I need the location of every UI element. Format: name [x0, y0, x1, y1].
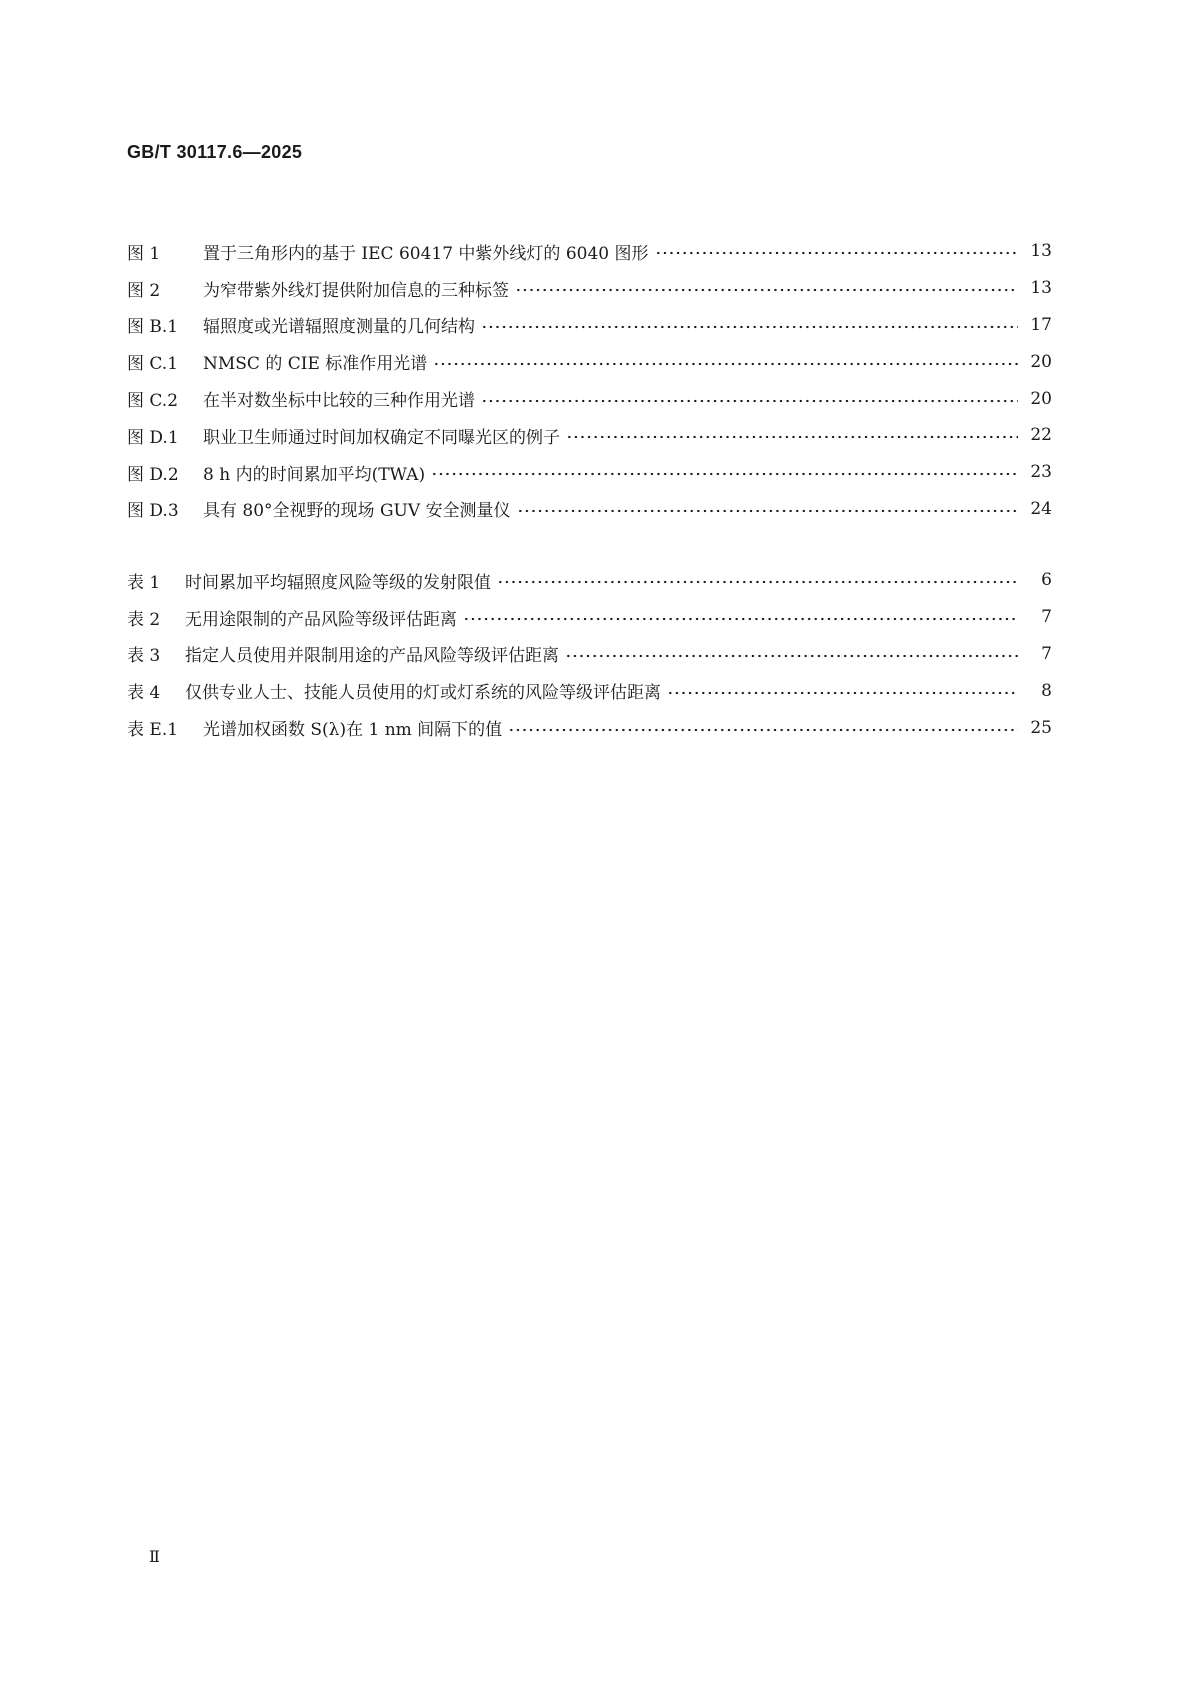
dot-leader [566, 435, 1018, 439]
entry-number: 表 4 [127, 683, 161, 704]
dot-leader [481, 325, 1018, 329]
entry-number: 图 C.2 [127, 391, 179, 412]
toc-entry[interactable] [127, 454, 1052, 491]
entry-number: 图 D.1 [127, 427, 179, 448]
toc-entry[interactable] [127, 343, 1052, 380]
entry-number: 图 B.1 [127, 317, 179, 338]
entry-title: 置于三角形内的基于 IEC 60417 中紫外线灯的 6040 图形 [203, 243, 649, 264]
toc-entry[interactable] [127, 562, 1052, 599]
dot-leader [517, 509, 1018, 513]
dot-leader [508, 728, 1018, 732]
entry-title: 在半对数坐标中比较的三种作用光谱 [203, 391, 475, 412]
toc-entry[interactable] [127, 233, 1052, 270]
entry-title: 辐照度或光谱辐照度测量的几何结构 [203, 317, 475, 338]
dot-leader [433, 362, 1018, 366]
entry-title: 具有 80°全视野的现场 GUV 安全测量仪 [203, 501, 511, 522]
entry-number: 图 C.1 [127, 354, 179, 375]
entry-number: 表 3 [127, 646, 161, 667]
toc-entry[interactable] [127, 417, 1052, 454]
entry-title: NMSC 的 CIE 标准作用光谱 [203, 354, 428, 375]
dot-leader [481, 399, 1018, 403]
entry-page: 13 [1030, 278, 1052, 299]
table-list [127, 562, 1052, 746]
entry-title: 无用途限制的产品风险等级评估距离 [185, 609, 457, 630]
entry-title: 为窄带紫外线灯提供附加信息的三种标签 [203, 280, 509, 301]
entry-number: 表 1 [127, 572, 161, 593]
toc-entry[interactable] [127, 672, 1052, 709]
entry-page: 7 [1041, 643, 1052, 664]
figure-list [127, 233, 1052, 527]
entry-title: 指定人员使用并限制用途的产品风险等级评估距离 [185, 646, 559, 667]
toc-entry[interactable] [127, 636, 1052, 673]
entry-page: 8 [1041, 680, 1052, 701]
dot-leader [497, 580, 1018, 584]
dot-leader [463, 617, 1018, 621]
entry-number: 图 D.3 [127, 501, 179, 522]
entry-number: 图 2 [127, 280, 161, 301]
entry-number: 表 E.1 [127, 720, 179, 741]
entry-title: 光谱加权函数 S(λ)在 1 nm 间隔下的值 [203, 720, 503, 741]
entry-number: 表 2 [127, 609, 161, 630]
entry-title: 仅供专业人士、技能人员使用的灯或灯系统的风险等级评估距离 [185, 683, 661, 704]
entry-title: 时间累加平均辐照度风险等级的发射限值 [185, 572, 491, 593]
entry-page: 6 [1041, 570, 1052, 591]
toc-entry[interactable] [127, 270, 1052, 307]
document-code: GB/T 30117.6—2025 [127, 142, 303, 162]
entry-title: 8 h 内的时间累加平均(TWA) [203, 464, 426, 485]
dot-leader [431, 472, 1018, 476]
entry-number: 图 1 [127, 243, 161, 264]
entry-page: 24 [1030, 498, 1052, 519]
toc-entry[interactable] [127, 709, 1052, 746]
entry-page: 23 [1030, 462, 1052, 483]
entry-page: 7 [1041, 607, 1052, 628]
entry-title: 职业卫生师通过时间加权确定不同曝光区的例子 [203, 427, 560, 448]
toc-entry[interactable] [127, 491, 1052, 528]
dot-leader [655, 251, 1019, 255]
dot-leader [667, 691, 1018, 695]
entry-page: 13 [1030, 241, 1052, 262]
page-number: Ⅱ [149, 1547, 160, 1566]
entry-number: 图 D.2 [127, 464, 179, 485]
toc-entry[interactable] [127, 380, 1052, 417]
entry-page: 17 [1030, 314, 1052, 335]
dot-leader [515, 288, 1018, 292]
entry-page: 25 [1030, 717, 1052, 738]
entry-page: 20 [1030, 388, 1052, 409]
entry-page: 22 [1030, 425, 1052, 446]
dot-leader [565, 654, 1018, 658]
toc-entry[interactable] [127, 599, 1052, 636]
entry-page: 20 [1030, 351, 1052, 372]
toc-entry[interactable] [127, 307, 1052, 344]
